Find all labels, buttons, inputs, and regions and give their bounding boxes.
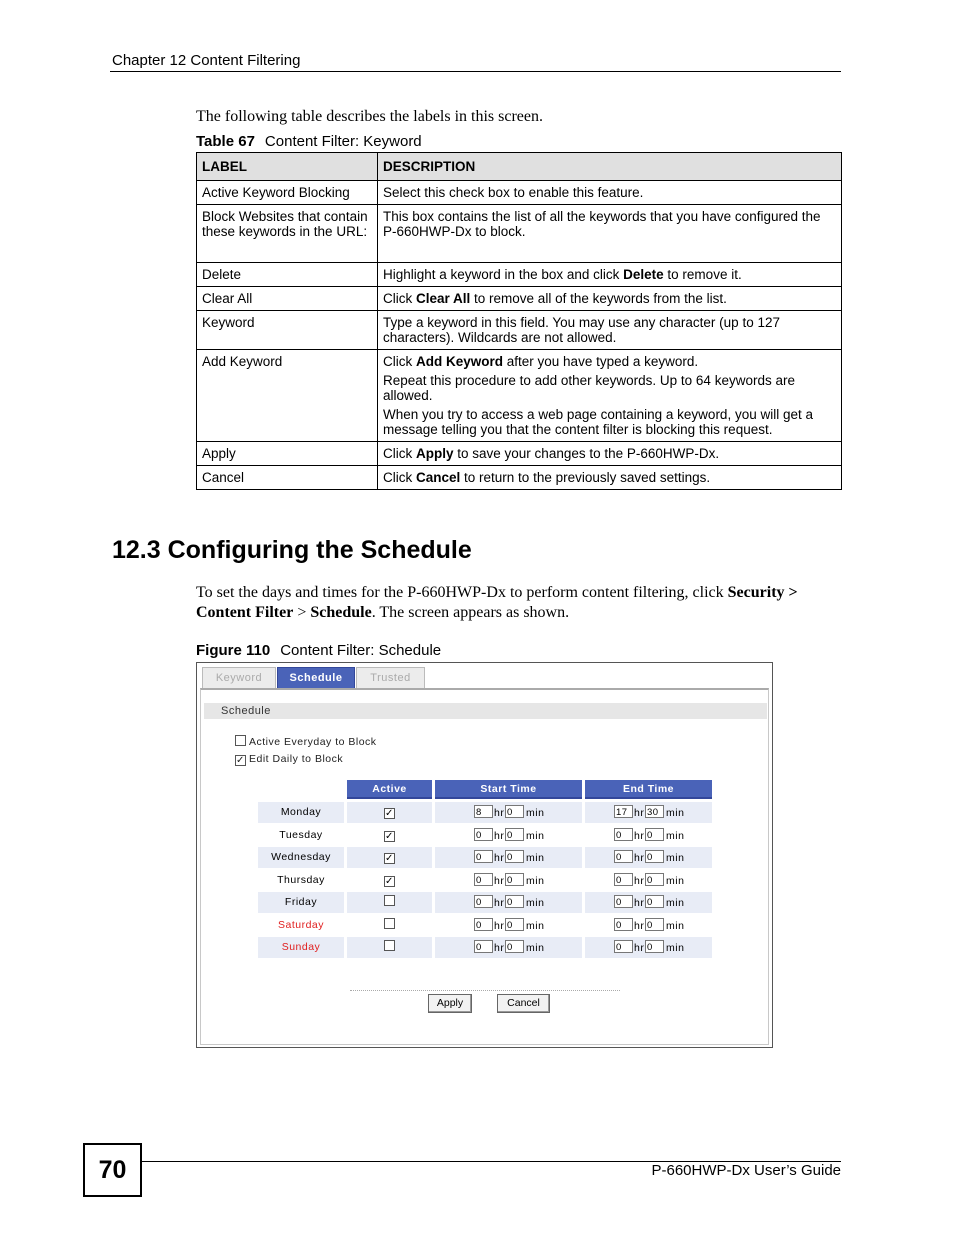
day-name: Sunday: [258, 937, 344, 958]
day-name: Saturday: [277, 918, 325, 931]
table-row: [197, 263, 842, 287]
start-hour-input[interactable]: 0: [474, 895, 493, 908]
row-label: Active Keyword Blocking: [197, 181, 378, 205]
day-name: Friday: [258, 892, 344, 913]
day-name: Thursday: [277, 873, 325, 886]
cancel-button[interactable]: Cancel: [497, 994, 550, 1013]
hr-label: hr: [634, 919, 645, 932]
min-label: min: [526, 807, 545, 819]
section-title: 12.3 Configuring the Schedule: [112, 536, 472, 564]
end-minute-input[interactable]: 0: [645, 895, 664, 908]
min-label: min: [666, 897, 685, 909]
table-row: [258, 847, 712, 868]
end-time-cell: [585, 892, 712, 913]
hr-label: hr: [494, 942, 505, 954]
column-header-label: LABEL: [197, 153, 378, 181]
table-row: [197, 466, 842, 490]
hr-label: hr: [634, 829, 645, 842]
day-name: Tuesday: [279, 828, 323, 841]
row-label: Delete: [197, 263, 378, 287]
end-hour-input[interactable]: 0: [614, 828, 633, 841]
day-active-checkbox[interactable]: [384, 940, 395, 951]
end-minute-input[interactable]: 0: [645, 873, 664, 886]
day-name: Wednesday: [258, 847, 344, 868]
active-cell: [347, 892, 432, 913]
table-row: [197, 181, 842, 205]
end-time-cell: [585, 870, 712, 891]
table-row: [258, 802, 712, 823]
table-row: [197, 311, 842, 350]
row-description: Click Add Keyword after you have typed a keyword. Repeat this procedure to add other keywords. Up to 64 keywords are allowed. When you try to access a web page containing a keyword, you will get a message telling you that the content filter is blocking this request.: [378, 350, 842, 442]
row-label: Apply: [197, 442, 378, 466]
hr-label: hr: [494, 897, 505, 909]
table-row: [197, 205, 842, 263]
apply-button[interactable]: Apply: [428, 994, 472, 1013]
header-rule: [110, 71, 841, 72]
label-description-table: [196, 152, 842, 490]
end-minute-input[interactable]: 0: [645, 918, 664, 931]
start-minute-input[interactable]: 0: [505, 918, 524, 931]
hr-label: hr: [634, 897, 645, 909]
day-active-checkbox[interactable]: ✓: [385, 830, 394, 842]
active-cell: [347, 870, 432, 891]
end-minute-input[interactable]: 30: [645, 805, 664, 818]
table-row: [197, 442, 842, 466]
day-active-checkbox[interactable]: [384, 895, 395, 906]
start-minute-input[interactable]: 0: [505, 828, 524, 841]
guide-name: P-660HWP-Dx User’s Guide: [651, 1162, 841, 1179]
min-label: min: [666, 942, 685, 954]
table-row: [258, 870, 712, 891]
table-row: [258, 825, 712, 846]
figure-caption-text: Content Filter: Schedule: [280, 642, 442, 659]
min-label: min: [666, 919, 685, 932]
min-label: min: [526, 897, 545, 909]
schedule-panel-title: Schedule: [204, 703, 767, 719]
column-header-active: Active: [347, 780, 432, 799]
end-hour-input[interactable]: 0: [614, 873, 633, 886]
hr-label: hr: [494, 919, 505, 932]
edit-daily-option: [235, 753, 343, 766]
min-label: min: [526, 852, 545, 864]
row-label: Clear All: [197, 287, 378, 311]
active-everyday-label: Active Everyday to Block: [249, 736, 377, 748]
min-label: min: [666, 874, 685, 887]
separator-dotted: [350, 990, 620, 991]
end-hour-input[interactable]: 0: [614, 850, 633, 863]
active-everyday-checkbox[interactable]: [235, 735, 246, 746]
hr-label: hr: [634, 874, 645, 887]
edit-daily-checkbox[interactable]: ✓: [236, 755, 245, 766]
day-active-checkbox[interactable]: ✓: [385, 875, 394, 887]
row-description: This box contains the list of all the keywords that you have configured the P-660HWP-Dx to block.: [378, 205, 842, 263]
hr-label: hr: [494, 829, 505, 842]
row-description: Click Apply to save your changes to the P-660HWP-Dx.: [378, 442, 842, 466]
day-active-checkbox[interactable]: ✓: [385, 808, 394, 819]
active-cell: [347, 847, 432, 868]
end-time-cell: [585, 802, 712, 823]
min-label: min: [526, 919, 545, 932]
end-minute-input[interactable]: 0: [645, 940, 664, 953]
start-minute-input[interactable]: 0: [505, 805, 524, 818]
active-cell: [347, 802, 432, 823]
table-caption: [196, 133, 422, 150]
table-caption-number: Table 67: [196, 133, 255, 150]
row-description: Click Clear All to remove all of the keywords from the list.: [378, 287, 842, 311]
start-time-cell: [435, 937, 582, 958]
end-minute-input[interactable]: 0: [645, 828, 664, 841]
table-row: [197, 287, 842, 311]
hr-label: hr: [634, 807, 645, 819]
active-cell: [347, 825, 432, 846]
start-minute-input[interactable]: 0: [505, 873, 524, 886]
end-hour-input[interactable]: 0: [614, 918, 633, 931]
start-time-cell: [435, 870, 582, 891]
table-row: [258, 915, 712, 936]
table-caption-text: Content Filter: Keyword: [264, 133, 422, 150]
column-header-start-time: Start Time: [435, 780, 582, 799]
start-hour-input[interactable]: 8: [474, 805, 493, 818]
hr-label: hr: [494, 807, 505, 819]
column-header-description: DESCRIPTION: [378, 153, 842, 181]
tab-schedule[interactable]: Schedule: [277, 667, 355, 688]
row-description: Select this check box to enable this feature.: [378, 181, 842, 205]
day-active-checkbox[interactable]: [384, 918, 395, 929]
row-description: Type a keyword in this field. You may use any character (up to 127 characters). Wildcards are not allowed.: [378, 311, 842, 350]
hr-label: hr: [634, 942, 645, 954]
row-label: Keyword: [197, 311, 378, 350]
end-minute-input[interactable]: 0: [645, 850, 664, 863]
start-minute-input[interactable]: 0: [505, 940, 524, 953]
tab-keyword[interactable]: Keyword: [202, 667, 276, 688]
active-everyday-option: [235, 735, 377, 748]
row-description: Click Cancel to return to the previously saved settings.: [378, 466, 842, 490]
figure-caption: [196, 642, 441, 659]
row-label: Cancel: [197, 466, 378, 490]
hr-label: hr: [494, 852, 505, 864]
edit-daily-label: Edit Daily to Block: [249, 753, 344, 765]
start-minute-input[interactable]: 0: [505, 895, 524, 908]
figure-caption-number: Figure 110: [196, 642, 271, 659]
start-hour-input[interactable]: 0: [474, 940, 493, 953]
chapter-header: Chapter 12 Content Filtering: [112, 52, 301, 69]
start-time-cell: [435, 847, 582, 868]
intro-text: The following table describes the labels in this screen.: [196, 108, 544, 125]
row-label: Add Keyword: [197, 350, 378, 442]
min-label: min: [666, 852, 685, 864]
start-time-cell: [435, 802, 582, 823]
row-label: Block Websites that contain these keywords in the URL:: [197, 205, 378, 263]
end-hour-input[interactable]: 17: [614, 805, 633, 818]
min-label: min: [666, 829, 685, 842]
hr-label: hr: [494, 874, 505, 887]
start-hour-input[interactable]: 0: [474, 918, 493, 931]
end-time-cell: [585, 915, 712, 936]
table-row: [258, 892, 712, 913]
start-hour-input[interactable]: 0: [474, 828, 493, 841]
section-body: To set the days and times for the P-660HWP-Dx to perform content filtering, click Security > Content Filter > Schedule. The screen appears as shown.: [196, 584, 798, 621]
tab-trusted[interactable]: Trusted: [356, 667, 425, 688]
day-active-checkbox[interactable]: ✓: [385, 853, 394, 864]
end-time-cell: [585, 825, 712, 846]
table-row: [258, 937, 712, 958]
hr-label: hr: [634, 852, 645, 864]
min-label: min: [526, 942, 545, 954]
end-time-cell: [585, 847, 712, 868]
table-row: [197, 350, 842, 442]
table-header-row: [197, 153, 842, 181]
start-time-cell: [435, 915, 582, 936]
end-time-cell: [585, 937, 712, 958]
min-label: min: [526, 829, 545, 842]
column-header-end-time: End Time: [585, 780, 712, 799]
min-label: min: [666, 807, 685, 819]
active-cell: [347, 915, 432, 936]
schedule-screenshot: [196, 662, 773, 1048]
page-number: 70: [83, 1143, 142, 1197]
min-label: min: [526, 874, 545, 887]
start-time-cell: [435, 892, 582, 913]
row-description: Highlight a keyword in the box and click Delete to remove it.: [378, 263, 842, 287]
day-name: Monday: [258, 802, 344, 823]
start-hour-input[interactable]: 0: [474, 850, 493, 863]
end-hour-input[interactable]: 0: [614, 940, 633, 953]
start-hour-input[interactable]: 0: [474, 873, 493, 886]
active-cell: [347, 937, 432, 958]
end-hour-input[interactable]: 0: [614, 895, 633, 908]
start-minute-input[interactable]: 0: [505, 850, 524, 863]
start-time-cell: [435, 825, 582, 846]
